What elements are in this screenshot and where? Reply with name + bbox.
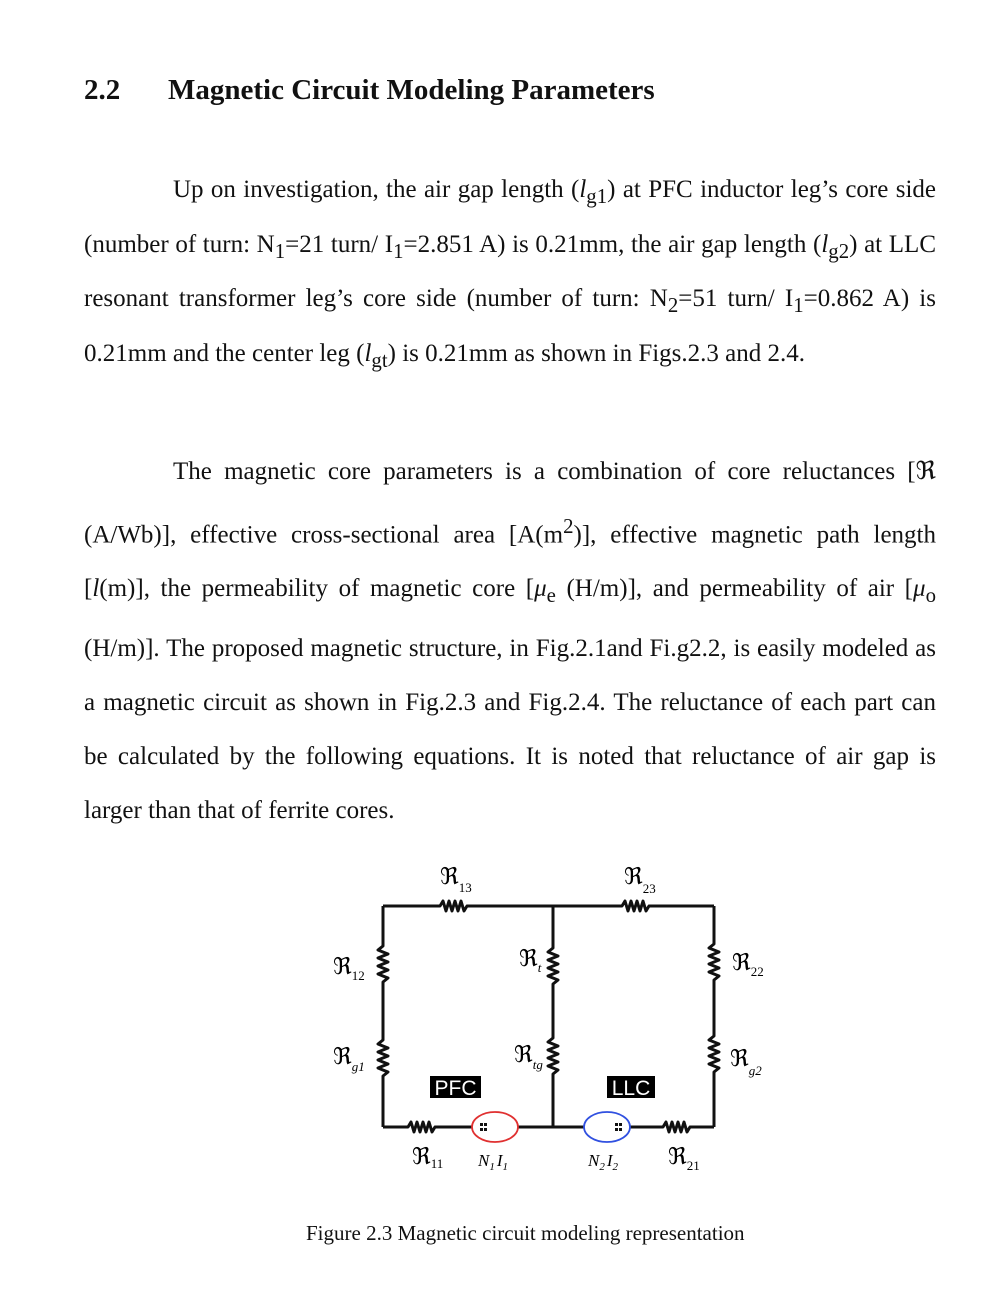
text-run: )], effective magnetic path length [ [84, 521, 937, 603]
subscript: 1 [274, 238, 286, 263]
text-run: (A/Wb)], effective cross-sectional area [A(m [84, 521, 564, 549]
symbol-l: l [821, 230, 829, 258]
source1-ring [472, 1112, 518, 1142]
section-heading [84, 74, 655, 107]
symbol-l: l [364, 339, 372, 367]
text-run: =0.862 A) is 0.21mm and the center leg ( [84, 285, 936, 367]
subscript: e [546, 583, 556, 608]
text-run: =21 turn/ I [285, 230, 394, 258]
magnetic-circuit-diagram [0, 850, 994, 1190]
subscript: g1 [586, 184, 608, 208]
wire-left [378, 906, 388, 1127]
source2-ring [584, 1112, 630, 1142]
wire-center [548, 906, 558, 1127]
text-run: (H/m)]. The proposed magnetic structure, in Fig.2.1and Fi.g2.2, is easily modeled as a magnetic circuit as shown in Fig.2.3 and Fig.2.4. The reluctance of each part can be calculated by the following equations. It is noted that reluctance of air gap is larger than that of ferrite cores. [84, 635, 936, 825]
source2-dot-icon [615, 1123, 622, 1131]
subscript: gt [371, 347, 388, 372]
superscript: 2 [563, 514, 574, 538]
symbol-l: l [92, 575, 100, 603]
wire-bottom-right [630, 1122, 714, 1132]
paragraph-core-parameters [84, 445, 936, 838]
section-number: 2.2 [84, 74, 121, 106]
text-run: The magnetic core parameters is a combination of core reluctances [ [173, 458, 916, 485]
label-r11: ℜ$_{11}$ [412, 1144, 444, 1171]
subscript: 1 [793, 293, 804, 317]
text-run: ) at LLC resonant transformer leg’s core side (number of turn: N [84, 230, 936, 312]
figure-caption: Figure 2.3 Magnetic circuit modeling representation [306, 1221, 745, 1245]
text-run: (H/m)], and permeability of air [ [555, 575, 913, 603]
text-run: (m)], the permeability of magnetic core [ [99, 575, 535, 603]
label-r22: ℜ$_{22}$ [732, 950, 764, 979]
subscript: 1 [393, 238, 404, 263]
label-rtg: ℜ$_{tg}$ [514, 1042, 543, 1072]
label-r23: ℜ$_{23}$ [624, 864, 656, 896]
subscript: g2 [828, 238, 850, 263]
wire-top [383, 901, 714, 911]
text-run: ) at PFC inductor leg’s core side (number of turn: N [84, 176, 936, 258]
label-rt: ℜ$_t$ [519, 946, 542, 975]
text-run: ) is 0.21mm as shown in Figs.2.3 and 2.4. [387, 339, 805, 367]
circuit-wires [378, 901, 719, 1132]
wire-bottom-left [383, 1122, 472, 1132]
subscript: o [925, 583, 936, 608]
label-rg2: ℜ$_{g2}$ [730, 1046, 762, 1078]
symbol-l: l [579, 176, 587, 203]
label-n1-i1: $N_1$ $I_1$ [478, 1151, 509, 1173]
label-r21: ℜ$_{21}$ [668, 1144, 700, 1173]
mu-symbol: μ [534, 575, 547, 603]
mu-symbol: μ [913, 575, 926, 603]
label-r13: ℜ$_{13}$ [440, 864, 472, 895]
text-run: =2.851 A) is 0.21mm, the air gap length ( [403, 230, 822, 258]
paragraph-air-gap [84, 166, 936, 384]
text-run: =51 turn/ I [678, 285, 794, 312]
label-rg1: ℜ$_{g1}$ [333, 1044, 365, 1074]
wire-right [709, 906, 719, 1127]
pfc-box-label: PFC [434, 1077, 477, 1100]
label-r12: ℜ$_{12}$ [333, 954, 365, 983]
reluctance-symbol: ℜ [915, 458, 936, 485]
label-n2-i2: $N_2$ $I_2$ [588, 1151, 619, 1173]
section-title: Magnetic Circuit Modeling Parameters [168, 74, 655, 106]
source1-dot-icon [480, 1123, 487, 1131]
magnetic-circuit-figure [0, 850, 994, 1190]
text-run: Up on investigation, the air gap length ( [173, 176, 580, 203]
llc-box-label: LLC [611, 1077, 651, 1100]
subscript: 2 [667, 293, 679, 317]
